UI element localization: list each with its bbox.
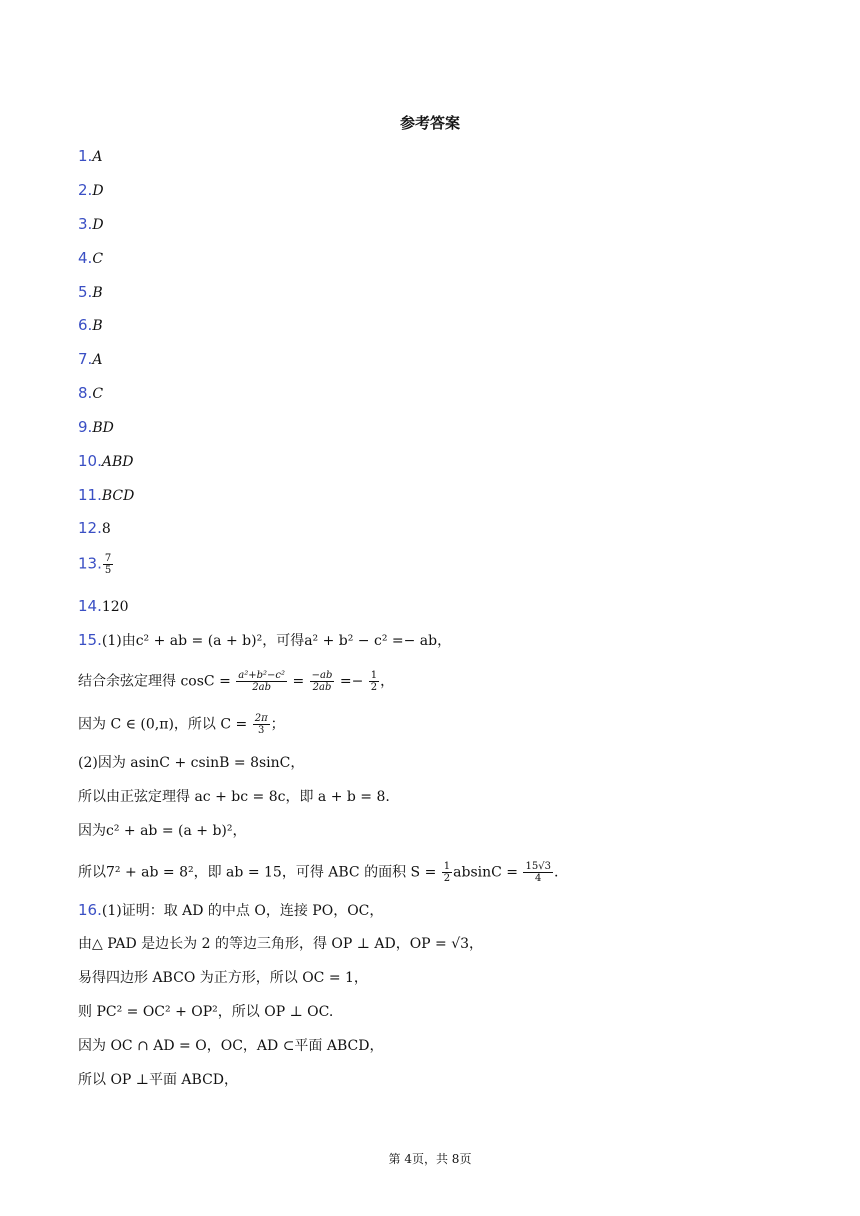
answer-value: C — [92, 251, 104, 267]
answer-number: 3. — [78, 215, 93, 233]
answer-item — [78, 596, 129, 617]
answer-number: 5. — [78, 283, 93, 301]
answer-item — [78, 248, 103, 269]
solution-text: . — [553, 864, 559, 881]
solution-text: ， — [380, 673, 395, 690]
q15-line-7 — [78, 861, 558, 884]
solution-text: 因为 OC ∩ AD = O，OC，AD ⊂平面 ABCD， — [78, 1038, 384, 1054]
fraction-denominator: 2 — [370, 682, 378, 693]
answer-item — [78, 282, 103, 303]
answer-number: 11. — [78, 486, 102, 504]
solution-text: 因为 C ∈ (0,π)，所以 C = — [78, 716, 252, 733]
answer-number: 2. — [78, 181, 93, 199]
solution-text: 由△ PAD 是边长为 2 的等边三角形，得 OP ⊥ AD，OP = √3， — [78, 936, 484, 952]
answer-value: A — [92, 149, 103, 165]
page-footer: 第 4页，共 8页 — [388, 1152, 472, 1166]
fraction-denominator: 2 — [443, 873, 451, 884]
answer-item — [78, 553, 114, 576]
q16-line-3 — [78, 968, 368, 988]
answer-number: 8. — [78, 384, 93, 402]
fraction — [236, 670, 287, 693]
q15-line-1 — [78, 630, 451, 651]
answer-item — [78, 451, 133, 472]
answer-value: A — [92, 352, 103, 368]
answer-item — [78, 518, 111, 539]
answer-number: 15. — [78, 631, 102, 649]
answer-number: 14. — [78, 597, 102, 615]
fraction-numerator: 1 — [370, 670, 378, 681]
answer-value: B — [92, 285, 103, 301]
answer-value: 8 — [101, 521, 111, 537]
q15-line-3 — [78, 713, 285, 736]
q16-line-2 — [78, 934, 483, 954]
answer-item — [78, 214, 104, 235]
answer-item — [78, 485, 134, 506]
fraction — [310, 670, 335, 693]
solution-text: 所以7² + ab = 8²，即 ab = 15，可得 ABC 的面积 S = — [78, 864, 441, 881]
solution-text: (1)由c² + ab = (a + b)²，可得a² + b² − c² =− ab， — [101, 633, 452, 649]
fraction-numerator: −ab — [311, 670, 333, 681]
solution-text: 结合余弦定理得 cosC = — [78, 673, 236, 690]
fraction — [369, 670, 379, 693]
answer-item — [78, 349, 102, 370]
answer-value: 120 — [101, 599, 129, 615]
answer-value: B — [92, 318, 103, 334]
q16-line-1 — [78, 900, 383, 921]
q15-line-2 — [78, 670, 394, 693]
fraction — [523, 861, 552, 884]
fraction — [442, 861, 452, 884]
answer-value: BD — [92, 420, 114, 436]
solution-text: = — [288, 673, 309, 690]
answer-value: BCD — [101, 488, 135, 504]
answer-item — [78, 383, 103, 404]
q15-line-6 — [78, 821, 247, 841]
fraction-numerator: 15√3 — [525, 861, 551, 872]
answer-number: 16. — [78, 901, 102, 919]
answer-item — [78, 180, 104, 201]
answer-number: 13. — [78, 554, 102, 573]
fraction-numerator: 1 — [443, 861, 451, 872]
answer-number: 1. — [78, 147, 93, 165]
fraction — [253, 713, 270, 736]
fraction-denominator: 4 — [535, 873, 542, 884]
answer-fraction — [103, 553, 113, 576]
answer-value: C — [92, 386, 104, 402]
fraction-numerator: 7 — [104, 553, 112, 564]
fraction-numerator: 2π — [254, 713, 268, 724]
answer-item — [78, 417, 114, 438]
answer-number: 7. — [78, 350, 93, 368]
page-title: 参考答案 — [399, 114, 460, 132]
answer-item — [78, 146, 102, 167]
answer-value: D — [92, 183, 104, 199]
solution-text: (1)证明：取 AD 的中点 O，连接 PO，OC， — [101, 903, 384, 919]
solution-text: absinC = — [453, 864, 523, 881]
q16-line-4 — [78, 1002, 333, 1022]
fraction-numerator: a²+b²−c² — [238, 670, 285, 681]
answer-number: 9. — [78, 418, 93, 436]
q16-line-6 — [78, 1070, 238, 1090]
answer-value: ABD — [101, 454, 134, 470]
solution-text: (2)因为 asinC + csinB = 8sinC， — [78, 755, 305, 771]
solution-text: 易得四边形 ABCO 为正方形，所以 OC = 1， — [78, 970, 368, 986]
q15-line-5 — [78, 787, 390, 807]
fraction-denominator: 5 — [104, 565, 112, 576]
q15-line-4 — [78, 753, 304, 773]
q16-line-5 — [78, 1036, 383, 1056]
solution-text: 因为c² + ab = (a + b)²， — [78, 823, 247, 839]
answer-number: 6. — [78, 316, 93, 334]
fraction-denominator: 3 — [257, 725, 265, 736]
fraction-denominator: 2ab — [312, 682, 332, 693]
solution-text: 所以由正弦定理得 ac + bc = 8c，即 a + b = 8. — [78, 789, 390, 805]
solution-text: =− — [335, 673, 368, 690]
answer-item — [78, 315, 103, 336]
answer-number: 10. — [78, 452, 102, 470]
solution-text: 则 PC² = OC² + OP²，所以 OP ⊥ OC. — [78, 1004, 334, 1020]
answer-number: 12. — [78, 519, 102, 537]
fraction-denominator: 2ab — [252, 682, 271, 693]
answer-value: D — [92, 217, 104, 233]
solution-text: ； — [270, 716, 285, 733]
answer-number: 4. — [78, 249, 93, 267]
solution-text: 所以 OP ⊥平面 ABCD， — [78, 1072, 239, 1088]
